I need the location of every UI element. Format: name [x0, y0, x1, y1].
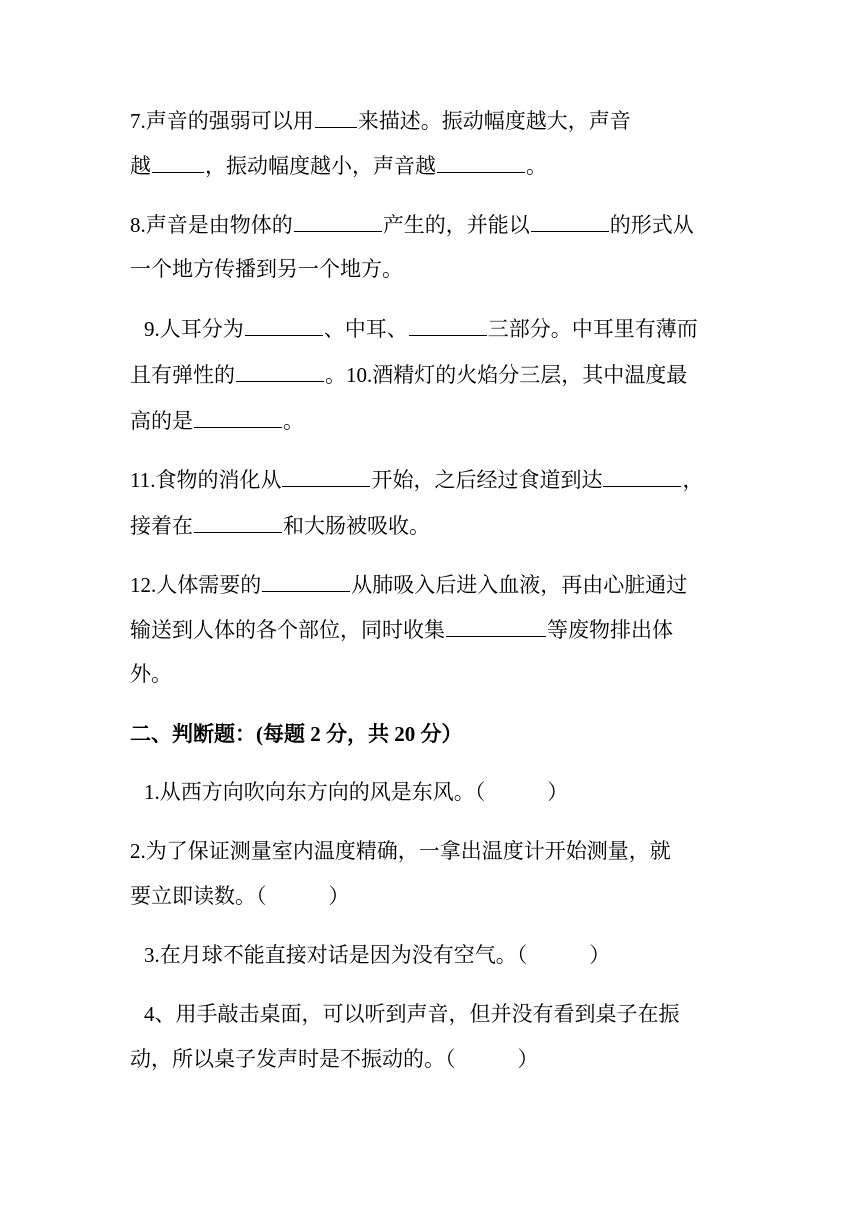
q12-blank-1[interactable]	[262, 571, 350, 592]
tf-q3-close: ）	[589, 943, 611, 967]
q12-line-2	[130, 616, 740, 643]
q10-text-c: 。	[283, 409, 304, 433]
q10-text-b: 高的是	[130, 409, 193, 433]
tf-q4-text-a: 4、用手敲击桌面，可以听到声音，但并没有看到桌子在振	[144, 1002, 680, 1026]
q7-line-1	[130, 107, 740, 134]
q12-text-e: 外。	[130, 662, 172, 686]
q8-line-2	[130, 256, 740, 282]
q10-text-a: 。10.酒精灯的火焰分三层，其中温度最	[325, 363, 688, 387]
q11-text-e: 和大肠被吸收。	[283, 514, 430, 538]
q9-text-d: 且有弹性的	[130, 363, 235, 387]
q9-blank-2[interactable]	[409, 315, 487, 336]
q9-blank-1[interactable]	[245, 315, 323, 336]
q9-blank-3[interactable]	[236, 361, 324, 382]
tf-q2-line-1	[130, 838, 740, 864]
q11-blank-3[interactable]	[194, 512, 282, 533]
q9-text-b: 、中耳、	[323, 317, 408, 341]
tf-q1-close: ）	[547, 780, 569, 804]
q12-blank-2[interactable]	[446, 616, 546, 637]
q8-blank-2[interactable]	[531, 211, 609, 232]
q7-line-2	[130, 152, 740, 179]
tf-q3-text: 3.在月球不能直接对话是因为没有空气。（	[144, 943, 528, 967]
tf-q2-line-2	[130, 883, 740, 909]
q11-text-b: 开始，之后经过食道到达	[371, 468, 603, 492]
q11-blank-1[interactable]	[282, 466, 370, 487]
q8-blank-1[interactable]	[294, 211, 382, 232]
q8-text-d: 一个地方传播到另一个地方。	[130, 257, 403, 281]
tf-q4-close: ）	[517, 1047, 539, 1071]
q11-text-d: 接着在	[130, 514, 193, 538]
q11-text-a: 11.食物的消化从	[130, 468, 282, 492]
q11-line-2	[130, 512, 740, 539]
tf-q4-line-1	[144, 1001, 754, 1027]
q8-line-1	[130, 211, 740, 238]
q12-line-1	[130, 571, 740, 598]
q9-line-1	[144, 315, 754, 342]
q9-line-2	[130, 361, 740, 388]
tf-q4-text-b: 动，所以桌子发声时是不振动的。（	[130, 1047, 456, 1071]
q11-line-1	[130, 466, 740, 493]
tf-q4-line-2	[130, 1046, 740, 1072]
q11-blank-2[interactable]	[603, 466, 681, 487]
q8-text-b: 产生的，并能以	[382, 213, 530, 237]
q9-text-c: 三部分。中耳里有薄而	[487, 317, 698, 341]
tf-q1-text: 1.从西方向吹向东方向的风是东风。（	[144, 780, 486, 804]
q7-text-b: 来描述。振动幅度越大，声音	[357, 109, 631, 133]
section-two-title: 二、判断题：(每题 2 分，共 20 分）	[130, 722, 463, 746]
tf-q1	[144, 779, 754, 805]
q11-text-c: ，	[682, 468, 704, 492]
q12-text-b: 从肺吸入后进入血液，再由心脏通过	[351, 573, 688, 597]
q12-line-3	[130, 661, 740, 687]
q12-text-a: 12.人体需要的	[130, 573, 262, 597]
q7-blank-3[interactable]	[437, 152, 525, 173]
q12-text-c: 输送到人体的各个部位，同时收集	[130, 618, 445, 642]
q8-text-c: 的形式从	[609, 213, 694, 237]
q7-blank-2[interactable]	[152, 152, 204, 173]
q7-text-c: 越	[130, 154, 151, 178]
tf-q2-text-a: 2.为了保证测量室内温度精确，一拿出温度计开始测量，就	[130, 839, 671, 863]
q12-text-d: 等废物排出体	[547, 618, 673, 642]
q7-text-d: ，振动幅度越小，声音越	[205, 154, 436, 178]
q9-text-a: 9.人耳分为	[144, 317, 244, 341]
tf-q2-text-b: 要立即读数。（	[130, 884, 267, 908]
tf-q3	[144, 942, 754, 968]
q7-text-e: 。	[526, 154, 547, 178]
q10-line-2	[130, 407, 740, 434]
q7-text-a: 7.声音的强弱可以用	[130, 109, 314, 133]
q8-text-a: 8.声音是由物体的	[130, 213, 293, 237]
q7-blank-1[interactable]	[315, 107, 357, 128]
q10-blank-1[interactable]	[194, 407, 282, 428]
tf-q2-close: ）	[328, 884, 350, 908]
